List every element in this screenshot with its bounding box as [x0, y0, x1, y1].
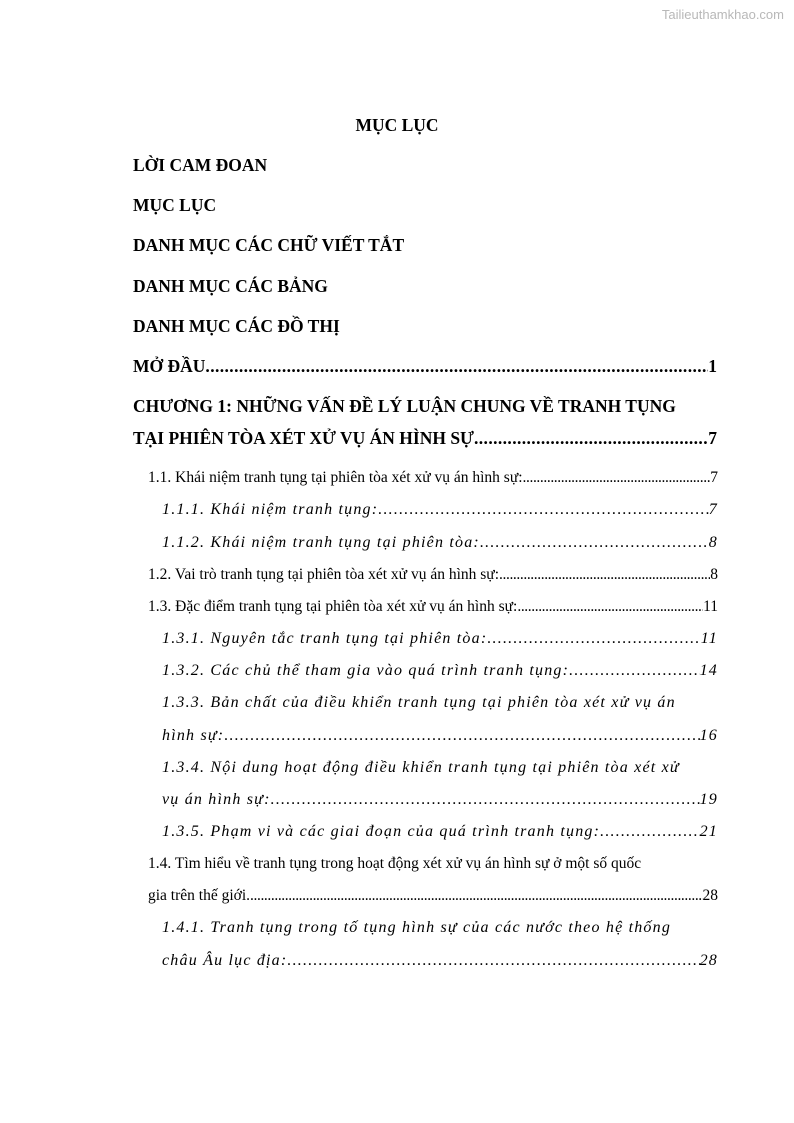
watermark: Tailieuthamkhao.com [661, 7, 784, 22]
toc-page-number: 11 [700, 630, 718, 647]
toc-front-muc-luc[interactable] [133, 195, 216, 216]
toc-section-1-3-1[interactable] [162, 630, 718, 648]
dot-leader [569, 662, 699, 680]
dot-leader [499, 566, 710, 584]
toc-label: MỞ ĐẦU [133, 356, 206, 376]
toc-front-charts[interactable] [133, 316, 340, 337]
dot-leader [271, 791, 700, 809]
toc-label: TẠI PHIÊN TÒA XÉT XỬ VỤ ÁN HÌNH SỰ [133, 428, 474, 448]
toc-label: CHƯƠNG 1: NHỮNG VẤN ĐỀ LÝ LUẬN CHUNG VỀ TRANH TỤNG [133, 396, 676, 416]
toc-section-1-1-2[interactable] [162, 534, 718, 552]
toc-label: 1.1.2. Khái niệm tranh tụng tại phiên tòa: [162, 534, 480, 551]
toc-label: 1.1. Khái niệm tranh tụng tại phiên tòa xét xử vụ án hình sự: [148, 469, 523, 486]
toc-section-1-4-line-2[interactable] [148, 887, 718, 905]
dot-leader [474, 428, 708, 449]
toc-page-number: 1 [708, 356, 717, 376]
toc-page-number: 14 [699, 662, 718, 679]
dot-leader [378, 501, 709, 519]
dot-leader [250, 887, 702, 905]
toc-page-number: 21 [699, 823, 718, 840]
toc-label: 1.3.5. Phạm vi và các giai đoạn của quá trình tranh tụng: [162, 823, 601, 840]
toc-page-number: 7 [708, 501, 718, 518]
toc-label: hình sự: [162, 727, 225, 744]
toc-label: 1.3.1. Nguyên tắc tranh tụng tại phiên tòa: [162, 630, 488, 647]
toc-section-1-4-1-line-2[interactable] [162, 952, 718, 970]
toc-section-1-3-4-line-2[interactable] [162, 791, 718, 809]
toc-front-loi-cam-doan[interactable] [133, 155, 267, 176]
dot-leader [487, 630, 700, 648]
toc-section-1-1-1[interactable] [162, 501, 718, 519]
toc-section-1-4-line-1[interactable] [148, 855, 718, 873]
toc-page-number: 8 [710, 566, 718, 583]
toc-page-number: 28 [699, 952, 718, 969]
toc-section-1-2[interactable] [148, 566, 718, 584]
toc-label: 1.3.3. Bản chất của điều khiển tranh tụng tại phiên tòa xét xử vụ án [162, 694, 676, 711]
dot-leader [205, 356, 708, 377]
toc-section-1-3-3-line-1[interactable] [162, 694, 718, 712]
toc-label: DANH MỤC CÁC BẢNG [133, 276, 328, 296]
toc-section-1-3-4-line-1[interactable] [162, 759, 718, 777]
toc-intro[interactable] [133, 356, 717, 377]
dot-leader [224, 727, 699, 745]
dot-leader [523, 469, 711, 487]
toc-label: 1.4.1. Tranh tụng trong tố tụng hình sự của các nước theo hệ thống [162, 919, 672, 936]
toc-page-number: 16 [699, 727, 718, 744]
toc-label: 1.1.1. Khái niệm tranh tụng: [162, 501, 379, 518]
toc-label: DANH MỤC CÁC CHỮ VIẾT TẮT [133, 235, 405, 255]
toc-page-number: 8 [708, 534, 718, 551]
toc-label: 1.3. Đặc điểm tranh tụng tại phiên tòa xét xử vụ án hình sự: [148, 598, 518, 615]
toc-section-1-3-5[interactable] [162, 823, 718, 841]
page-title: MỤC LỤC [355, 115, 439, 135]
toc-page-number: 7 [710, 469, 718, 486]
toc-label: MỤC LỤC [133, 195, 217, 215]
dot-leader [287, 952, 699, 970]
dot-leader [480, 534, 709, 552]
toc-page-number: 7 [708, 428, 717, 448]
toc-label: 1.2. Vai trò tranh tụng tại phiên tòa xét xử vụ án hình sự: [148, 566, 500, 583]
toc-section-1-4-1-line-1[interactable] [162, 919, 718, 937]
toc-chapter-1-line-1[interactable] [133, 396, 676, 417]
toc-label: LỜI CAM ĐOAN [133, 155, 268, 175]
toc-front-abbreviations[interactable] [133, 235, 404, 256]
toc-section-1-3[interactable] [148, 598, 718, 616]
dot-leader [517, 598, 703, 616]
toc-label: 1.4. Tìm hiểu về tranh tụng trong hoạt động xét xử vụ án hình sự ở một số quốc [148, 855, 642, 872]
toc-page-number: 11 [703, 598, 718, 615]
dot-leader [600, 823, 699, 841]
toc-label: vụ án hình sự: [162, 791, 271, 808]
toc-section-1-3-3-line-2[interactable] [162, 727, 718, 745]
toc-section-1-3-2[interactable] [162, 662, 718, 680]
toc-label: 1.3.4. Nội dung hoạt động điều khiển tranh tụng tại phiên tòa xét xử [162, 759, 680, 776]
toc-page-number: 19 [699, 791, 718, 808]
toc-label: châu Âu lục địa: [162, 952, 288, 969]
toc-label: gia trên thế giới. [148, 887, 251, 904]
toc-chapter-1-line-2[interactable] [133, 428, 717, 449]
toc-label: DANH MỤC CÁC ĐỒ THỊ [133, 316, 340, 336]
toc-section-1-1[interactable] [148, 469, 718, 487]
toc-front-tables[interactable] [133, 276, 328, 297]
toc-label: 1.3.2. Các chủ thể tham gia vào quá trình tranh tụng: [162, 662, 570, 679]
toc-page-number: 28 [702, 887, 718, 904]
